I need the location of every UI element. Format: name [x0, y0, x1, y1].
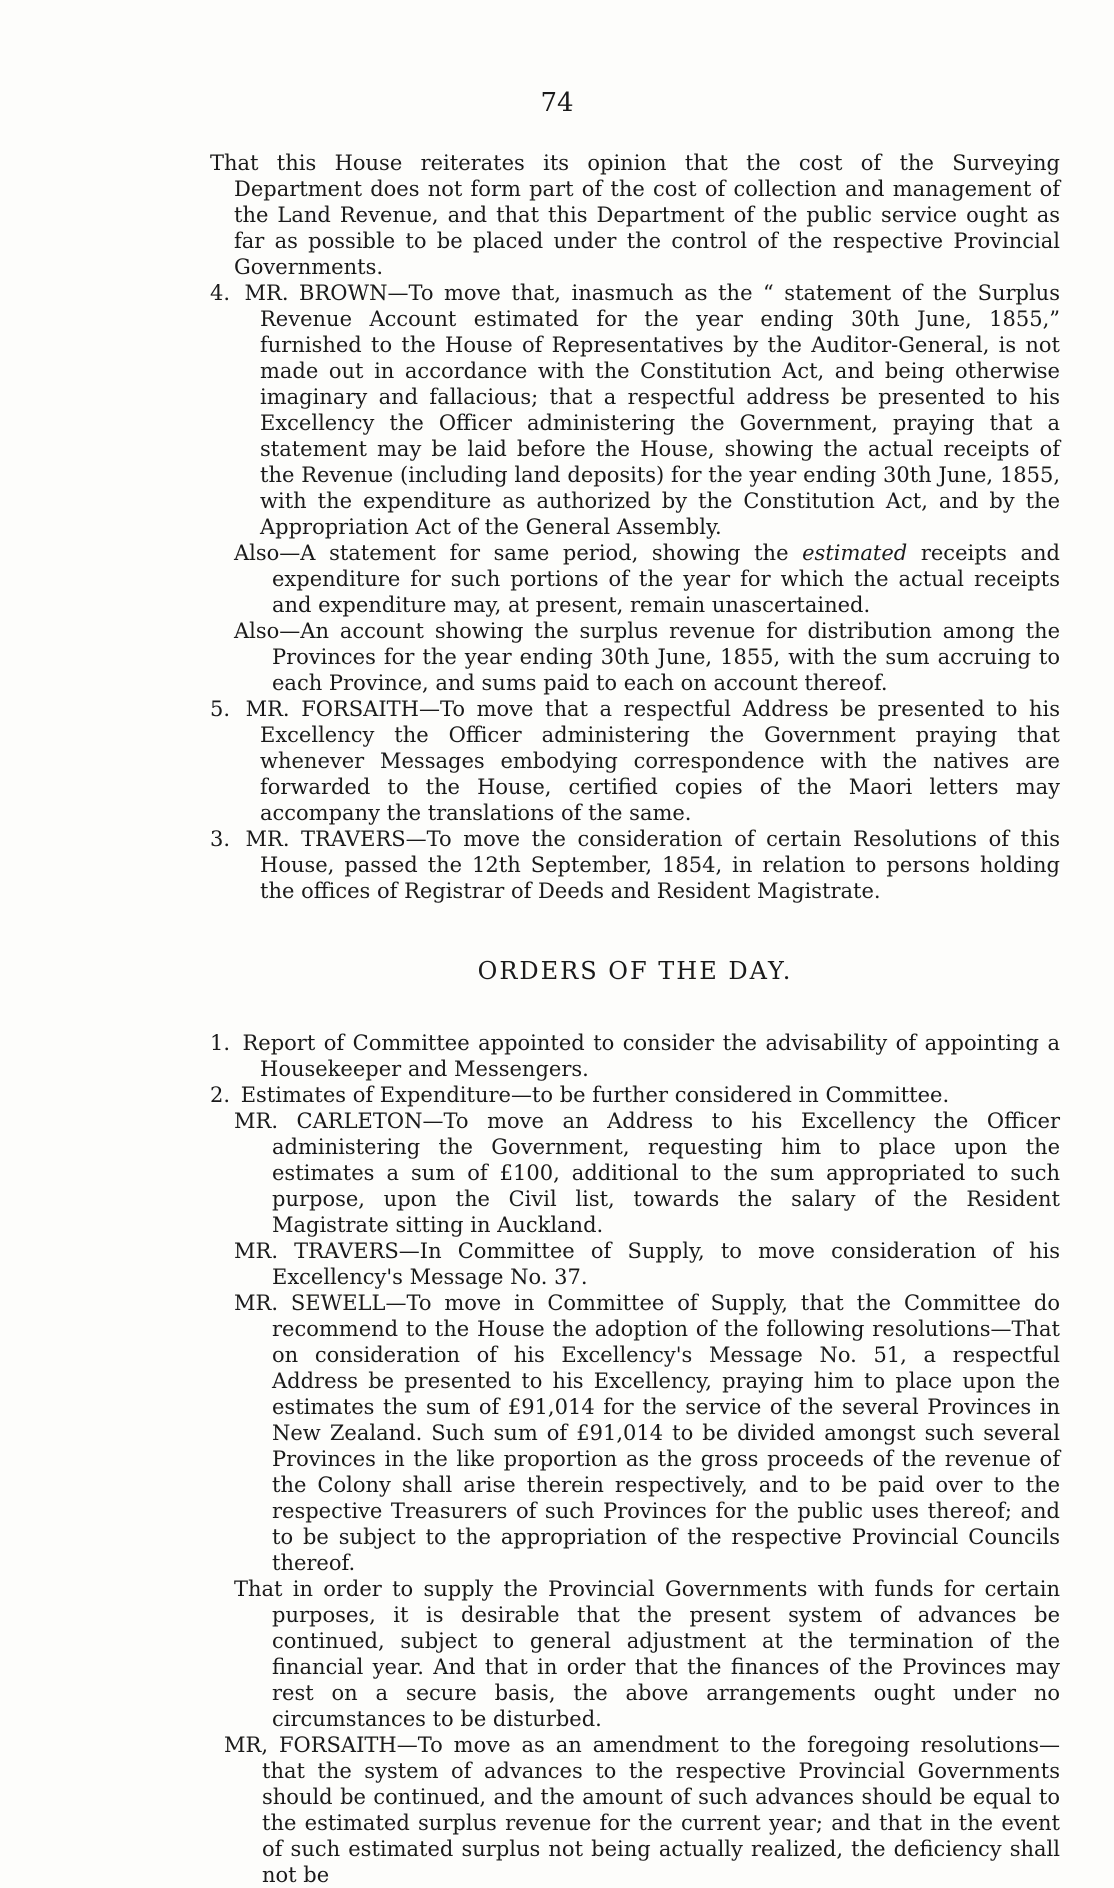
motion-text: MR, FORSAITH—To move as an amendment to the foregoing resolutions—that the system of advances to the respective Provincial Governments should be continued, and the amount of such advances should be equal to the estimated surplus revenue for the current year; and that in the event of such estimated surplus not being actually realized, the deficiency shall not be [224, 1733, 1060, 1887]
notice-text: MR. FORSAITH—To move that a respectful Address be presented to his Excellency the Officer administering the Government praying that whenever Messages embodying correspondence with the natives are forwarded to the House, certified copies of the Maori letters may accompany the translations of the same. [245, 697, 1060, 825]
page-body [210, 150, 1060, 1888]
page-number: 74 [540, 88, 574, 118]
notice-number: 5. [210, 697, 231, 721]
order-number: 2. [210, 1083, 231, 1107]
resolution-that [234, 1576, 1060, 1732]
resolution-text: That in order to supply the Provincial Governments with funds for certain purposes, it is desirable that the present system of advances be continued, subject to general adjustment at the termination of the financial year. And that in order that the finances of the Provinces may rest on a secure basis, the above arrangements ought under no circumstances to be disturbed. [234, 1577, 1060, 1731]
notice-number: 4. [210, 281, 231, 305]
order-1-report [210, 1030, 1060, 1082]
also-text-emphasis: estimated [802, 541, 908, 565]
motion-text: MR. CARLETON—To move an Address to his Excellency the Officer administering the Government, requesting him to place upon the estimates a sum of £100, additional to the sum appropriated to such purpose, upon the Civil list, towards the salary of the Resident Magistrate sitting in Auckland. [234, 1109, 1060, 1237]
motion-carleton [234, 1108, 1060, 1238]
notice-4-brown [210, 280, 1060, 540]
notice-6-travers [210, 826, 1060, 904]
motion-sewell [234, 1290, 1060, 1576]
orders-of-the-day-heading: ORDERS OF THE DAY. [477, 957, 793, 985]
notice-number: 3. [210, 827, 231, 851]
motion-text: MR. SEWELL—To move in Committee of Supply, that the Committee do recommend to the House the adoption of the following resolutions—That on consideration of his Excellency's Message No. 51, a respectful Address be presented to his Excellency, praying him to place upon the estimates the sum of £91,014 for the service of the several Provinces in New Zealand. Such sum of £91,014 to be divided amongst such several Provinces in the like proportion as the gross proceeds of the revenue of the Colony shall arise therein respectively, and to be paid over to the respective Treasurers of such Provinces for the public uses thereof; and to be subject to the appropriation of the respective Provincial Councils thereof. [234, 1291, 1060, 1575]
notice-text: MR. BROWN—To move that, inasmuch as the “ statement of the Surplus Revenue Account estimated for the year ending 30th June, 1855,” furnished to the House of Representatives by the Auditor-General, is not made out in accordance with the Constitution Act, and being otherwise imaginary and fallacious; that a respectful address be presented to his Excellency the Officer administering the Government, praying that a statement may be laid before the House, showing the actual receipts of the Revenue (including land deposits) for the year ending 30th June, 1855, with the expenditure as authorized by the Constitution Act, and by the Appropriation Act of the General Assembly. [244, 281, 1060, 539]
order-text: Report of Committee appointed to consider the advisability of appointing a Housekeeper and Messengers. [242, 1031, 1060, 1081]
notice-also-statement [234, 540, 1060, 618]
order-number: 1. [210, 1031, 231, 1055]
notice-also-account [234, 618, 1060, 696]
notice-text: That this House reiterates its opinion that the cost of the Surveying Department does not form part of the cost of collection and management of the Land Revenue, and that this Department of the public service ought as far as possible to be placed under the control of the respective Provincial Governments. [210, 151, 1060, 279]
motion-text: MR. TRAVERS—In Committee of Supply, to move consideration of his Excellency's Message No. 37. [234, 1239, 1060, 1289]
notice-text: MR. TRAVERS—To move the consideration of certain Resolutions of this House, passed the 12th September, 1854, in relation to persons holding the offices of Registrar of Deeds and Resident Magistrate. [245, 827, 1060, 903]
also-text: Also—An account showing the surplus revenue for distribution among the Provinces for the year ending 30th June, 1855, with the sum accruing to each Province, and sums paid to each on account thereof. [234, 619, 1060, 695]
order-2-estimates [210, 1082, 1060, 1108]
notice-5-forsaith [210, 696, 1060, 826]
notice-surveying-department [210, 150, 1060, 280]
motion-forsaith-amendment [224, 1732, 1060, 1888]
motion-travers [234, 1238, 1060, 1290]
also-text-after: receipts and expenditure for such portions of the year for which the actual receipts and expenditure may, at present, remain unascertained. [272, 541, 1060, 617]
order-text: Estimates of Expenditure—to be further considered in Committee. [240, 1083, 950, 1107]
also-text-before: Also—A statement for same period, showing the [234, 541, 789, 565]
